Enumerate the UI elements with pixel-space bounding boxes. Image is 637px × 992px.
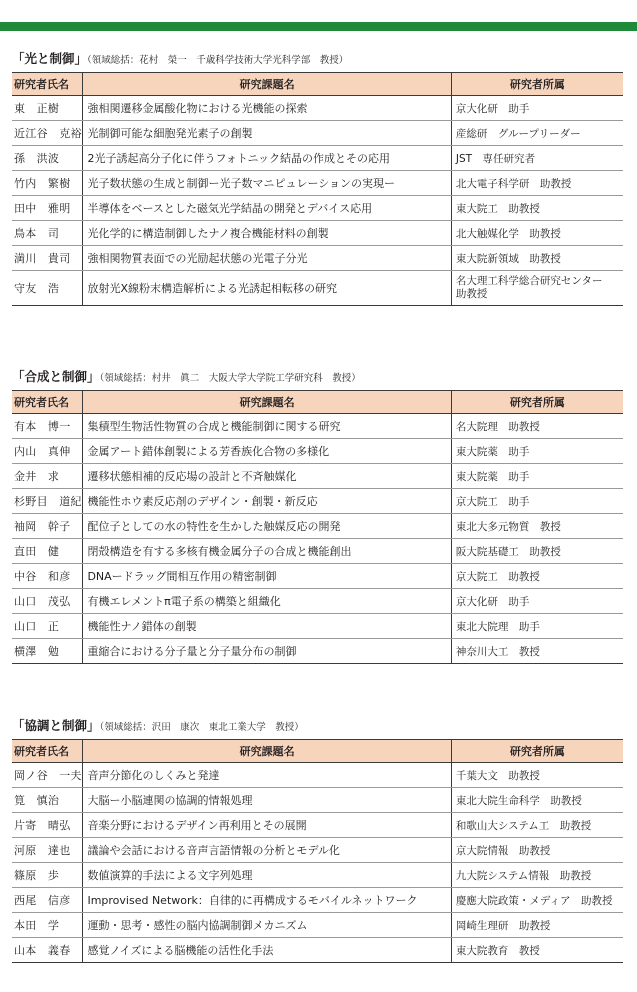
research-topic: 強相関遷移金属酸化物における光機能の探索 bbox=[83, 96, 451, 121]
researcher-name: 孫 洪波 bbox=[12, 146, 83, 171]
researcher-name: 杉野目 道紀 bbox=[12, 489, 83, 514]
researcher-affiliation: 北大電子科学研 助教授 bbox=[451, 171, 623, 196]
table-header-row bbox=[12, 740, 623, 763]
researcher-affiliation: 産総研 グループリーダー bbox=[451, 121, 623, 146]
researcher-affiliation: 京大院工 助教授 bbox=[451, 564, 623, 589]
researcher-name: 満川 貴司 bbox=[12, 246, 83, 271]
researcher-affiliation: 東大院教育 教授 bbox=[451, 938, 623, 963]
researcher-affiliation: 東大院薬 助手 bbox=[451, 464, 623, 489]
top-accent-bar bbox=[0, 22, 637, 31]
table-row bbox=[12, 171, 623, 196]
section-heading bbox=[12, 50, 623, 68]
table-row bbox=[12, 763, 623, 788]
research-topic: 光子数状態の生成と制御ー光子数マニピュレーションの実現ー bbox=[83, 171, 451, 196]
researcher-name: 直田 健 bbox=[12, 539, 83, 564]
researcher-name: 筧 慎治 bbox=[12, 788, 83, 813]
section-kyocho-to-seigyo bbox=[12, 717, 623, 963]
table-row bbox=[12, 121, 623, 146]
research-topic: 光化学的に構造制御したナノ複合機能材料の創製 bbox=[83, 221, 451, 246]
table-header-row bbox=[12, 73, 623, 96]
table-row bbox=[12, 96, 623, 121]
col-header-affiliation: 研究者所属 bbox=[451, 391, 623, 414]
research-topic: 音楽分野におけるデザイン再利用とその展開 bbox=[83, 813, 451, 838]
researcher-name: 西尾 信彦 bbox=[12, 888, 83, 913]
researcher-affiliation: 名大理工科学総合研究センター 助教授 bbox=[451, 271, 623, 306]
table-row bbox=[12, 564, 623, 589]
researcher-name: 岡ノ谷 一夫 bbox=[12, 763, 83, 788]
table-header-row bbox=[12, 391, 623, 414]
researcher-name: 山口 茂弘 bbox=[12, 589, 83, 614]
researcher-name: 有本 博一 bbox=[12, 414, 83, 439]
researcher-name: 近江谷 克裕 bbox=[12, 121, 83, 146]
researcher-affiliation: 東北大多元物質 教授 bbox=[451, 514, 623, 539]
table-row bbox=[12, 614, 623, 639]
section-hikari-to-seigyo bbox=[12, 50, 623, 306]
researcher-affiliation: 北大触媒化学 助教授 bbox=[451, 221, 623, 246]
section-heading bbox=[12, 368, 623, 386]
researcher-name: 河原 達也 bbox=[12, 838, 83, 863]
researcher-affiliation: 和歌山大システム工 助教授 bbox=[451, 813, 623, 838]
table-row bbox=[12, 539, 623, 564]
researcher-affiliation: JST 専任研究者 bbox=[451, 146, 623, 171]
researcher-name: 東 正樹 bbox=[12, 96, 83, 121]
researcher-affiliation: 九大院システム情報 助教授 bbox=[451, 863, 623, 888]
research-topic: 放射光X線粉末構造解析による光誘起相転移の研究 bbox=[83, 271, 451, 306]
research-topic: 半導体をベースとした磁気光学結晶の開発とデバイス応用 bbox=[83, 196, 451, 221]
researcher-affiliation: 東大院新領域 助教授 bbox=[451, 246, 623, 271]
section-title: 「光と制御」 bbox=[12, 51, 88, 66]
table-row bbox=[12, 639, 623, 664]
col-header-topic: 研究課題名 bbox=[83, 391, 451, 414]
col-header-name: 研究者氏名 bbox=[12, 73, 83, 96]
table-row bbox=[12, 813, 623, 838]
researcher-name: 山本 義春 bbox=[12, 938, 83, 963]
section-title: 「協調と制御」 bbox=[12, 718, 100, 733]
researcher-name: 篠原 歩 bbox=[12, 863, 83, 888]
research-topic: 機能性ナノ錯体の創製 bbox=[83, 614, 451, 639]
section-leader: （領域総括：花村 榮一 千歳科学技術大学光科学部 教授） bbox=[87, 55, 349, 66]
research-topic: 音声分節化のしくみと発達 bbox=[83, 763, 451, 788]
researcher-affiliation: 京大化研 助手 bbox=[451, 589, 623, 614]
research-topic: 感覚ノイズによる脳機能の活性化手法 bbox=[83, 938, 451, 963]
research-topic: 2光子誘起高分子化に伴うフォトニック結晶の作成とその応用 bbox=[83, 146, 451, 171]
table-row bbox=[12, 464, 623, 489]
section-gosei-to-seigyo bbox=[12, 368, 623, 664]
researcher-affiliation: 京大化研 助手 bbox=[451, 96, 623, 121]
col-header-topic: 研究課題名 bbox=[83, 73, 451, 96]
research-topic: Improvised Network：自律的に再構成するモバイルネットワーク bbox=[83, 888, 451, 913]
researcher-affiliation: 東大院工 助教授 bbox=[451, 196, 623, 221]
research-topic: 大脳ー小脳連関の協調的情報処理 bbox=[83, 788, 451, 813]
table-row bbox=[12, 221, 623, 246]
table-row bbox=[12, 246, 623, 271]
research-topic: 重縮合における分子量と分子量分布の制御 bbox=[83, 639, 451, 664]
researcher-name: 山口 正 bbox=[12, 614, 83, 639]
researcher-affiliation: 阪大院基礎工 助教授 bbox=[451, 539, 623, 564]
section-leader: （領域総括：村井 眞二 大阪大学大学院工学研究科 教授） bbox=[99, 373, 361, 384]
research-topic: 配位子としての水の特性を生かした触媒反応の開発 bbox=[83, 514, 451, 539]
research-topic: 議論や会話における音声言語情報の分析とモデル化 bbox=[83, 838, 451, 863]
table-row bbox=[12, 146, 623, 171]
table-row bbox=[12, 788, 623, 813]
table-row bbox=[12, 196, 623, 221]
researcher-name: 金井 求 bbox=[12, 464, 83, 489]
table-row bbox=[12, 414, 623, 439]
researcher-name: 鳥本 司 bbox=[12, 221, 83, 246]
research-topic: 遷移状態相補的反応場の設計と不斉触媒化 bbox=[83, 464, 451, 489]
researcher-name: 本田 学 bbox=[12, 913, 83, 938]
col-header-affiliation: 研究者所属 bbox=[451, 740, 623, 763]
col-header-name: 研究者氏名 bbox=[12, 391, 83, 414]
table-row bbox=[12, 838, 623, 863]
research-topic: DNAードラッグ間相互作用の精密制御 bbox=[83, 564, 451, 589]
researcher-affiliation: 名大院理 助教授 bbox=[451, 414, 623, 439]
table-row bbox=[12, 863, 623, 888]
researcher-affiliation: 京大院工 助手 bbox=[451, 489, 623, 514]
col-header-topic: 研究課題名 bbox=[83, 740, 451, 763]
researcher-name: 田中 雅明 bbox=[12, 196, 83, 221]
researcher-affiliation: 千葉大文 助教授 bbox=[451, 763, 623, 788]
section-title: 「合成と制御」 bbox=[12, 369, 100, 384]
research-topic: 光制御可能な細胞発光素子の創製 bbox=[83, 121, 451, 146]
research-topic: 運動・思考・感性の脳内協調制御メカニズム bbox=[83, 913, 451, 938]
researcher-name: 竹内 繁樹 bbox=[12, 171, 83, 196]
research-topic: 金属アート錯体創製による芳香族化合物の多様化 bbox=[83, 439, 451, 464]
researcher-affiliation: 東北大院理 助手 bbox=[451, 614, 623, 639]
researcher-affiliation: 神奈川大工 教授 bbox=[451, 639, 623, 664]
table-row bbox=[12, 514, 623, 539]
researcher-table bbox=[12, 739, 623, 963]
researcher-affiliation: 京大院情報 助教授 bbox=[451, 838, 623, 863]
section-heading bbox=[12, 717, 623, 735]
table-row bbox=[12, 888, 623, 913]
researcher-table bbox=[12, 72, 623, 306]
col-header-affiliation: 研究者所属 bbox=[451, 73, 623, 96]
table-row bbox=[12, 271, 623, 306]
section-leader: （領域総括：沢田 康次 東北工業大学 教授） bbox=[99, 722, 304, 733]
table-row bbox=[12, 489, 623, 514]
researcher-name: 横澤 勉 bbox=[12, 639, 83, 664]
researcher-name: 中谷 和彦 bbox=[12, 564, 83, 589]
table-row bbox=[12, 589, 623, 614]
researcher-affiliation: 岡崎生理研 助教授 bbox=[451, 913, 623, 938]
researcher-name: 片寄 晴弘 bbox=[12, 813, 83, 838]
research-topic: 強相関物質表面での光励起状態の光電子分光 bbox=[83, 246, 451, 271]
researcher-affiliation: 慶應大院政策・メディア 助教授 bbox=[451, 888, 623, 913]
research-topic: 閉殻構造を有する多核有機金属分子の合成と機能創出 bbox=[83, 539, 451, 564]
research-topic: 機能性ホウ素反応剤のデザイン・創製・新反応 bbox=[83, 489, 451, 514]
researcher-affiliation: 東北大院生命科学 助教授 bbox=[451, 788, 623, 813]
research-topic: 数値演算的手法による文字列処理 bbox=[83, 863, 451, 888]
col-header-name: 研究者氏名 bbox=[12, 740, 83, 763]
table-row bbox=[12, 938, 623, 963]
table-row bbox=[12, 439, 623, 464]
table-row bbox=[12, 913, 623, 938]
researcher-name: 守友 浩 bbox=[12, 271, 83, 306]
researcher-name: 内山 真伸 bbox=[12, 439, 83, 464]
researcher-affiliation: 東大院薬 助手 bbox=[451, 439, 623, 464]
researcher-table bbox=[12, 390, 623, 664]
research-topic: 集積型生物活性物質の合成と機能制御に関する研究 bbox=[83, 414, 451, 439]
research-topic: 有機エレメントπ電子系の構築と組織化 bbox=[83, 589, 451, 614]
researcher-name: 袖岡 幹子 bbox=[12, 514, 83, 539]
